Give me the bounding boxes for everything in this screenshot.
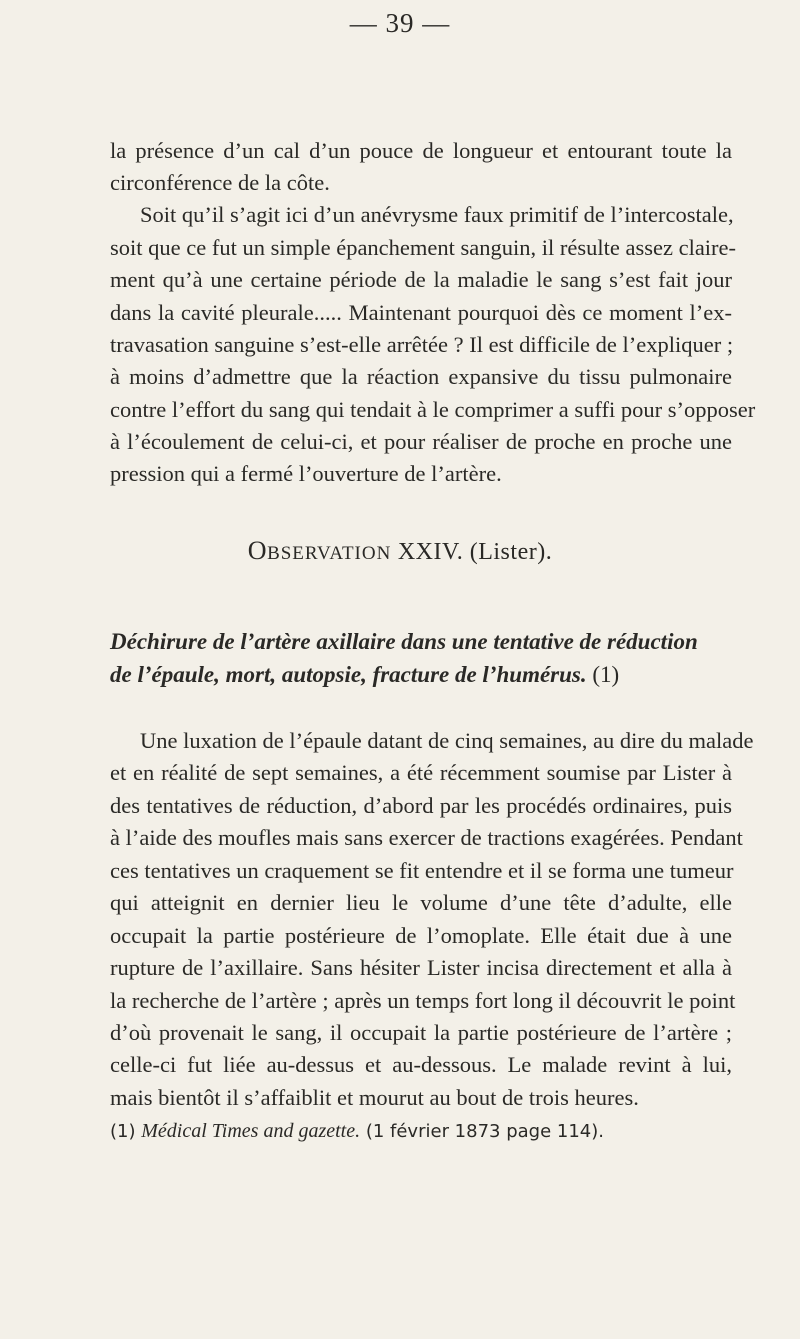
observation-initial: O: [247, 536, 268, 565]
observation-heading: [0, 536, 800, 566]
footnote-marker: (1): [110, 1121, 136, 1142]
observation-word: BSERVATION: [267, 543, 392, 564]
text-line: mais bientôt il s’affaiblit et mourut au bout de trois heures.: [110, 1085, 639, 1110]
text-line: travasation sanguine s’est-elle arrêtée ? Il est difficile de l’expliquer ;: [110, 332, 734, 357]
text-line: Une luxation de l’épaule datant de cinq semaines, au dire du malade: [140, 728, 754, 753]
page-number: — 39 —: [349, 8, 451, 38]
observation-number: XXIV.: [397, 539, 464, 565]
text-line: contre l’effort du sang qui tendait à le comprimer a suffi pour s’opposer: [110, 397, 756, 422]
text-line: circonférence de la côte.: [110, 170, 330, 195]
text-line: ment qu’à une certaine période de la maladie le sang s’est fait jour: [110, 267, 732, 292]
text-line: pression qui a fermé l’ouverture de l’artère.: [110, 461, 502, 486]
text-line: celle-ci fut liée au-dessus et au-dessous. Le malade revint à lui,: [110, 1052, 732, 1077]
text-line: des tentatives de réduction, d’abord par les procédés ordinaires, puis: [110, 793, 732, 818]
text-line: soit que ce fut un simple épanchement sanguin, il résulte assez claire-: [110, 235, 737, 260]
text-line: à l’aide des moufles mais sans exercer de tractions exagérées. Pendant: [110, 825, 743, 850]
text-line: Soit qu’il s’agit ici d’un anévrysme faux primitif de l’intercostale,: [140, 202, 734, 227]
observation-author: (Lister).: [469, 539, 553, 565]
text-line: dans la cavité pleurale..... Maintenant pourquoi dès ce moment l’ex-: [110, 300, 732, 325]
footnote: [110, 1118, 732, 1145]
text-line: ces tentatives un craquement se fit entendre et il se forma une tumeur: [110, 858, 734, 883]
footnote-details: (1 février 1873 page 114).: [365, 1121, 604, 1142]
text-line: à l’écoulement de celui-ci, et pour réaliser de proche en proche une: [110, 429, 732, 454]
text-line: rupture de l’axillaire. Sans hésiter Lister incisa directement et alla à: [110, 955, 732, 980]
text-line: la recherche de l’artère ; après un temps fort long il découvrit le point: [110, 988, 736, 1013]
footnote-source: Médical Times and gazette.: [141, 1120, 361, 1142]
text-line: la présence d’un cal d’un pouce de longueur et entourant toute la: [110, 138, 732, 163]
text-line: occupait la partie postérieure de l’omoplate. Elle était due à une: [110, 923, 732, 948]
text-line: et en réalité de sept semaines, a été récemment soumise par Lister à: [110, 760, 732, 785]
text-line: à moins d’admettre que la réaction expansive du tissu pulmonaire: [110, 364, 732, 389]
text-line: d’où provenait le sang, il occupait la partie postérieure de l’artère ;: [110, 1020, 732, 1045]
footnote-reference: (1): [592, 662, 620, 687]
text-line: qui atteignit en dernier lieu le volume d’une tête d’adulte, elle: [110, 890, 732, 915]
observation-subtitle-line: [110, 660, 732, 690]
subtitle-text: de l’épaule, mort, autopsie, fracture de l’humérus.: [110, 662, 587, 687]
observation-subtitle-line: Déchirure de l’artère axillaire dans une tentative de réduction: [110, 629, 698, 654]
